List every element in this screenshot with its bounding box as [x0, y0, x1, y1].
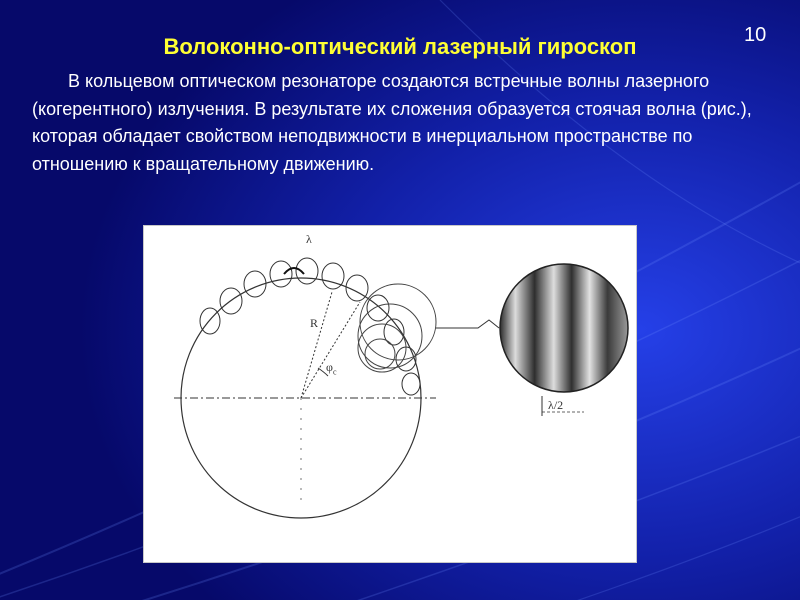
- slide-title: Волоконно-оптический лазерный гироскоп: [163, 34, 637, 59]
- radius-label: R: [310, 316, 319, 330]
- radius-line: [301, 292, 332, 398]
- leader-line: [436, 320, 499, 328]
- lambda-label: λ: [306, 232, 312, 246]
- gyroscope-figure: [143, 225, 637, 563]
- half-wavelength-label: λ/2: [548, 398, 564, 412]
- interference-fringes: [500, 264, 628, 392]
- wave-peak: [284, 268, 304, 274]
- phi-symbol: φ: [326, 360, 333, 374]
- phi-subscript: c: [332, 367, 337, 377]
- slide-paragraph-text: В кольцевом оптическом резонаторе создаются встречные волны лазерного (когерентного) излучения. В результате их сложения образуется стоячая волна (рис.), которая обладает свойством неподвижности в инерциальном пространстве по отношению к вращательному движению.: [32, 71, 752, 174]
- standing-wave-diagram: [144, 226, 638, 564]
- phi-label: [326, 360, 337, 376]
- slide-paragraph: [32, 68, 772, 178]
- detector-circles: [358, 284, 436, 372]
- slide-number: 10: [744, 24, 767, 46]
